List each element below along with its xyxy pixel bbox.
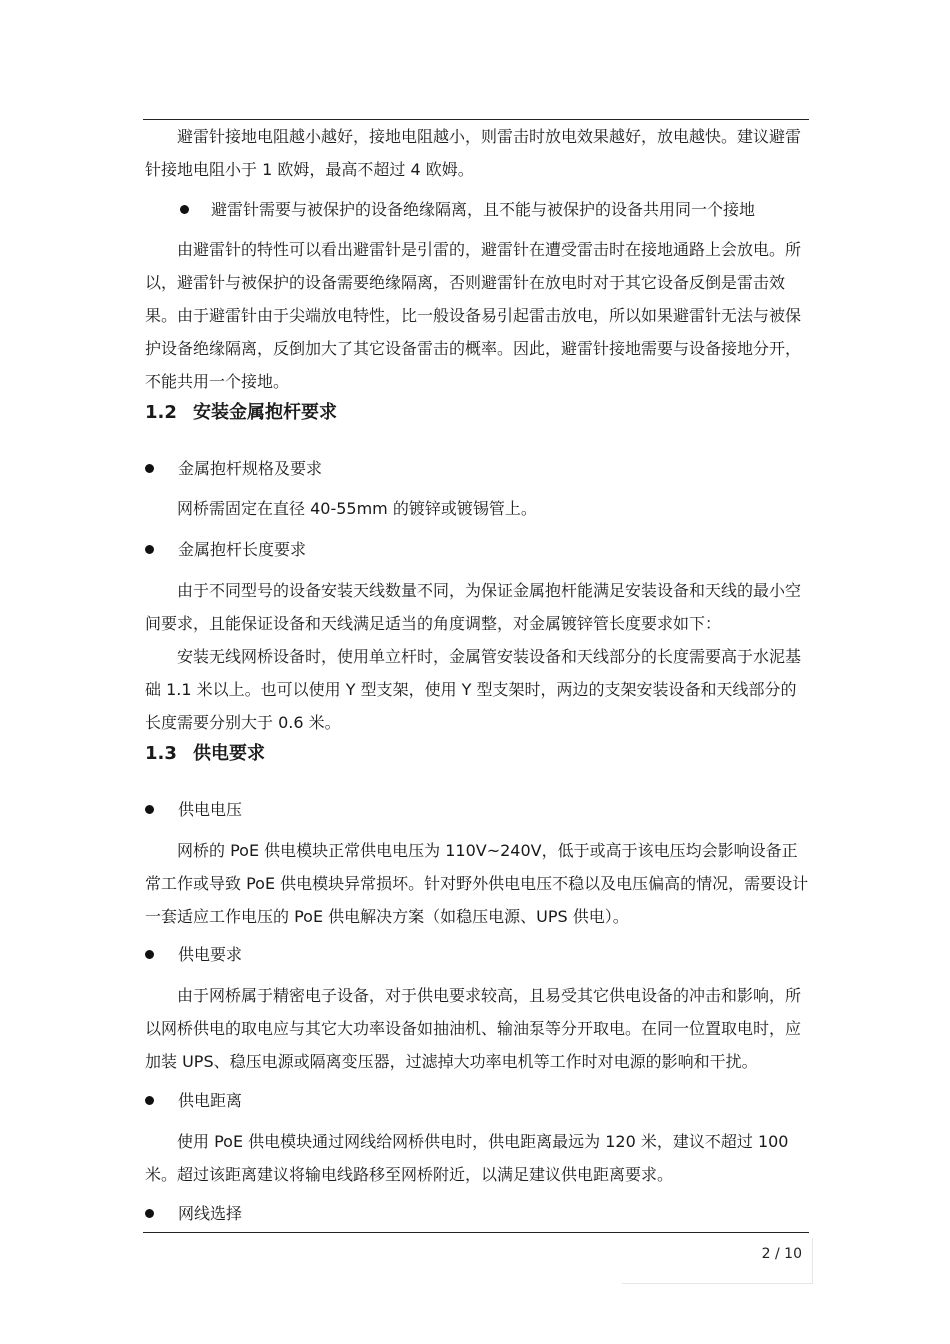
bullet-dot-icon [180, 205, 189, 214]
bullet-label: 供电距离 [178, 1091, 243, 1110]
bullet-dot-icon [145, 1209, 154, 1218]
bullet-label: 供电要求 [178, 945, 243, 964]
paragraph-spec: 网桥需固定在直径 40-55mm 的镀锌或镀锡管上。 [177, 499, 537, 518]
section-title: 安装金属抱杆要求 [193, 402, 337, 423]
paragraph-power-requirement: 由于网桥属于精密电子设备，对于供电要求较高，且易受其它供电设备的冲击和影响，所以网桥供电的取电应与其它大功率设备如抽油机、输油泵等分开取电。在同一位置取电时，应加装 UPS、稳压电源或隔离变压器，过滤掉大功率电机等工作时对电源的影响和干扰。 [145, 986, 802, 1071]
bullet-label: 金属抱杆规格及要求 [178, 459, 323, 478]
bullet-label: 网线选择 [178, 1204, 243, 1223]
paragraph-distance: 使用 PoE 供电模块通过网线给网桥供电时，供电距离最远为 120 米，建议不超过 100 米。超过该距离建议将输电线路移至网桥附近，以满足建议供电距离要求。 [145, 1132, 789, 1184]
section-heading-1-2 [145, 398, 337, 428]
bullet-label: 金属抱杆长度要求 [178, 540, 307, 559]
section-heading-1-3 [145, 739, 265, 769]
paragraph-length-detail: 安装无线网桥设备时，使用单立杆时，金属管安装设备和天线部分的长度需要高于水泥基础 1.1 米以上。也可以使用 Y 型支架，使用 Y 型支架时，两边的支架安装设备和天线部分的长度需要分别大于 0.6 米。 [145, 647, 802, 732]
bullet-dot-icon [145, 464, 154, 473]
page-number: 2 / 10 [761, 1246, 802, 1262]
bullet-label: 避雷针需要与被保护的设备绝缘隔离，且不能与被保护的设备共用同一个接地 [211, 200, 756, 219]
bullet-dot-icon [145, 950, 154, 959]
footer-rule [143, 1232, 809, 1233]
section-number: 1.2 [145, 402, 177, 423]
bullet-dot-icon [145, 545, 154, 554]
bullet-dot-icon [145, 805, 154, 814]
bullet-label: 供电电压 [178, 800, 243, 819]
section-number: 1.3 [145, 743, 177, 764]
page-number-box [622, 1238, 813, 1284]
paragraph-length-intro: 由于不同型号的设备安装天线数量不同，为保证金属抱杆能满足安装设备和天线的最小空间要求，且能保证设备和天线满足适当的角度调整，对金属镀锌管长度要求如下： [145, 581, 802, 633]
section-title: 供电要求 [193, 743, 265, 764]
paragraph-ground-resistance: 避雷针接地电阻越小越好，接地电阻越小，则雷击时放电效果越好，放电越快。建议避雷针接地电阻小于 1 欧姆，最高不超过 4 欧姆。 [145, 127, 802, 179]
bullet-dot-icon [145, 1096, 154, 1105]
paragraph-isolation-detail: 由避雷针的特性可以看出避雷针是引雷的，避雷针在遭受雷击时在接地通路上会放电。所以，避雷针与被保护的设备需要绝缘隔离，否则避雷针在放电时对于其它设备反倒是雷击效果。由于避雷针由于尖端放电特性，比一般设备易引起雷击放电，所以如果避雷针无法与被保护设备绝缘隔离，反倒加大了其它设备雷击的概率。因此，避雷针接地需要与设备接地分开，不能共用一个接地。 [145, 240, 802, 391]
paragraph-voltage: 网桥的 PoE 供电模块正常供电电压为 110V~240V，低于或高于该电压均会影响设备正常工作或导致 PoE 供电模块异常损坏。针对野外供电电压不稳以及电压偏高的情况，需要设计一套适应工作电压的 PoE 供电解决方案（如稳压电源、UPS 供电）。 [145, 841, 809, 926]
